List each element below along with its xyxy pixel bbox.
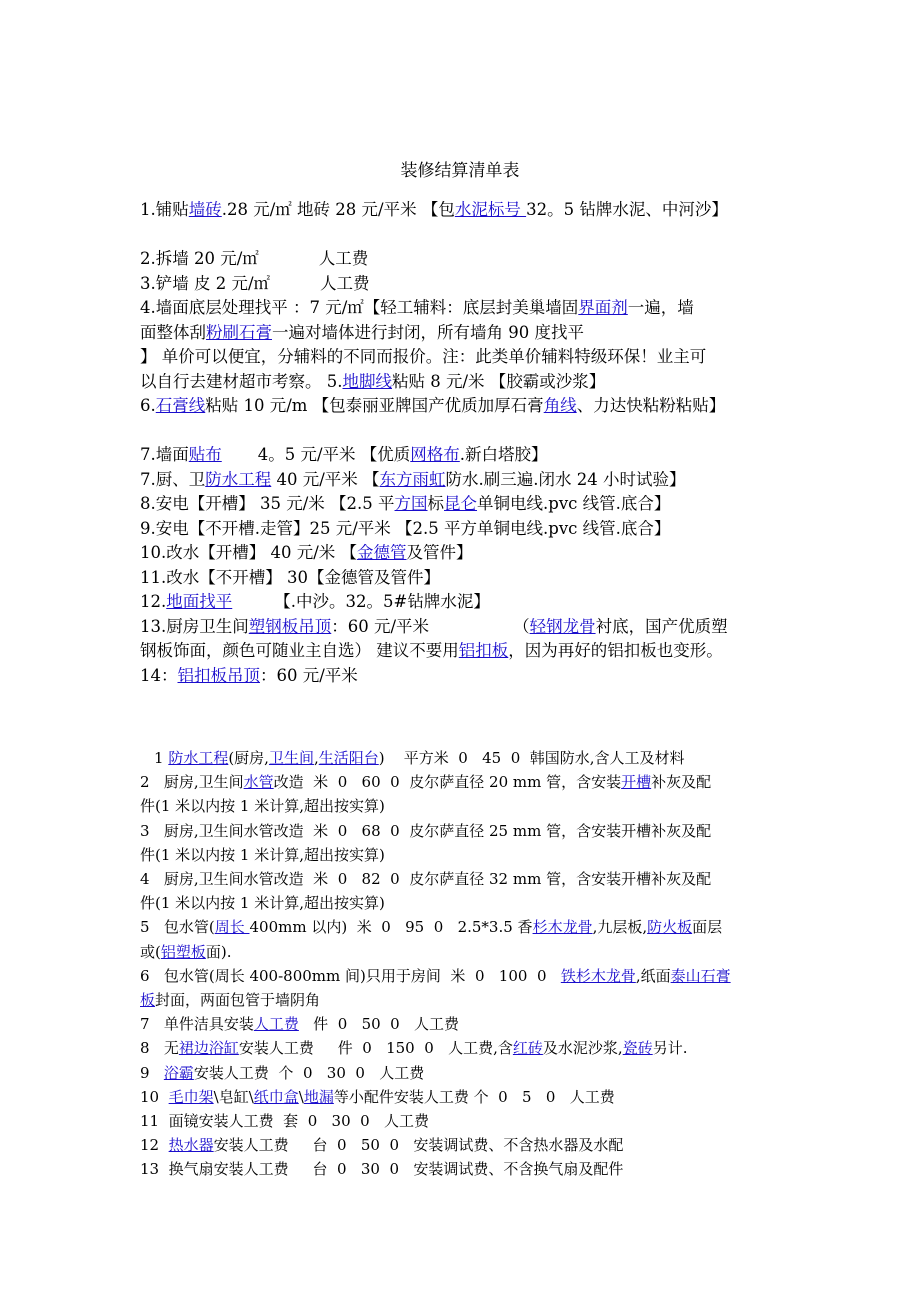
table-row-cont: 件(1 米以内按 1 米计算,超出按实算) xyxy=(140,894,385,913)
item-line-4d: 以自行去建材超市考察。 5.地脚线粘贴 8 元/米 【胶霸或沙浆】 xyxy=(140,371,606,391)
item-line-4a: 4.墙面底层处理找平 ：7 元/㎡【轻工辅料：底层封美巢墙固界面剂一遍，墙 xyxy=(140,298,694,317)
document-title: 装修结算清单表 xyxy=(400,161,520,181)
link-fireproof-board[interactable]: 防火板 xyxy=(647,918,693,937)
link-floor-leveling[interactable]: 地面找平 xyxy=(166,592,233,611)
link-water-heater[interactable]: 热水器 xyxy=(168,1136,214,1155)
item-line-10: 9.安电【不开槽.走管】25 元/平米 【2.5 平方单铜电线.pvc 线管.底合】 xyxy=(140,518,671,538)
table-row: 2 厨房,卫生间水管改造 米 0 60 0 皮尔萨直径 20 mm 管，含安装开槽补灰及配 xyxy=(140,773,712,792)
item-line-2: 2.拆墙 20 元/㎡ 人工费 xyxy=(140,249,369,268)
table-row: 13 换气扇安装人工费 台 0 30 0 安装调试费、不含换气扇及配件 xyxy=(140,1160,624,1179)
item-line-9: 8.安电【开槽】 35 元/米 【2.5 平方国标昆仑单铜电线.pvc 线管.底合】 xyxy=(140,494,671,513)
table-row-cont: 板封面，两面包管于墙阴角 xyxy=(140,991,321,1010)
link-board[interactable]: 板 xyxy=(140,991,156,1010)
table-row: 12 热水器安装人工费 台 0 50 0 安装调试费、不含热水器及水配 xyxy=(140,1136,624,1155)
item-line-8: 7.厨、卫防水工程 40 元/平米 【东方雨虹防水.刷三遍.闭水 24 小时试验】 xyxy=(140,469,686,489)
link-plaster-line[interactable]: 石膏线 xyxy=(155,396,206,415)
item-line-7: 7.墙面贴布 4。5 元/平米 【优质网格布.新白塔胶】 xyxy=(140,445,548,464)
link-jinde-pipe[interactable]: 金德管 xyxy=(357,543,407,562)
link-interface-agent[interactable]: 界面剂 xyxy=(578,298,628,317)
link-light-steel-keel[interactable]: 轻钢龙骨 xyxy=(529,616,596,636)
link-ceramic-tile[interactable]: 瓷砖 xyxy=(622,1039,653,1058)
link-aluminum-ceiling[interactable]: 铝扣板吊顶 xyxy=(177,665,260,685)
item-line-4b: 面整体刮粉刷石膏一遍对墙体进行封闭，所有墙角 90 度找平 xyxy=(140,322,584,342)
link-towel-rack[interactable]: 毛巾架 xyxy=(168,1087,214,1106)
item-line-4c: 】 单价可以便宜，分辅料的不同而报价。注：此类单价辅料特级环保！业主可 xyxy=(140,347,707,366)
link-balcony[interactable]: 生活阳台 xyxy=(318,749,379,767)
link-floor-drain[interactable]: 地漏 xyxy=(303,1087,334,1106)
link-plaster[interactable]: 粉刷石膏 xyxy=(206,322,272,342)
price-list-section xyxy=(140,198,785,688)
table-row: 10 毛巾架\皂缸\纸巾盒\地漏等小配件安装人工费 个 0 5 0 人工费 xyxy=(140,1087,615,1106)
item-line-13: 12.地面找平 【.中沙。32。5#钻牌水泥】 xyxy=(140,592,490,611)
link-plastic-ceiling[interactable]: 塑钢板吊顶 xyxy=(248,616,332,636)
link-bathtub[interactable]: 裙边浴缸 xyxy=(178,1039,239,1058)
item-line-15: 14：铝扣板吊顶：60 元/平米 xyxy=(140,665,358,685)
link-aluminum-panel[interactable]: 铝扣板 xyxy=(458,641,509,660)
link-waterproof[interactable]: 防水工程 xyxy=(205,469,272,489)
item-line-3: 3.铲墙 皮 2 元/㎡ 人工费 xyxy=(140,273,370,293)
link-skirting[interactable]: 地脚线 xyxy=(342,371,392,391)
link-taishan-gypsum[interactable]: 泰山石膏 xyxy=(670,966,731,985)
link-iron-fir-keel[interactable]: 铁杉木龙骨 xyxy=(560,966,636,985)
link-cement-grade[interactable]: 水泥标号 xyxy=(454,200,527,219)
link-bath-heater[interactable]: 浴霸 xyxy=(163,1063,194,1082)
item-line-14b: 钢板饰面，颜色可随业主自选） 建议不要用铝扣板，因为再好的铝扣板也变形。 xyxy=(140,641,723,660)
table-row: 1 防水工程(厨房,卫生间,生活阳台) 平方米 0 45 0 韩国防水,含人工及材料 xyxy=(154,749,685,767)
link-labor-cost[interactable]: 人工费 xyxy=(253,1015,299,1034)
table-row: 3 厨房,卫生间水管改造 米 0 68 0 皮尔萨直径 25 mm 管，含安装开槽补灰及配 xyxy=(140,821,712,840)
link-perimeter[interactable]: 周长 xyxy=(214,918,250,937)
table-row: 4 厨房,卫生间水管改造 米 0 82 0 皮尔萨直径 32 mm 管，含安装开槽补灰及配 xyxy=(140,870,712,889)
link-aluminum-plastic-board[interactable]: 铝塑板 xyxy=(160,942,206,961)
item-line-14a: 13.厨房卫生间塑钢板吊顶：60 元/平米 （轻钢龙骨衬底，国产优质塑 xyxy=(140,616,728,636)
link-oriental-yuhong[interactable]: 东方雨虹 xyxy=(379,469,446,489)
link-corner-line[interactable]: 角线 xyxy=(543,396,577,415)
table-row: 9 浴霸安装人工费 个 0 30 0 人工费 xyxy=(140,1063,425,1082)
item-line-1: 1.铺贴墙砖.28 元/㎡ 地砖 28 元/平米 【包水泥标号 32。5 钻牌水泥、中河沙】 xyxy=(140,200,728,219)
item-line-6: 6.石膏线粘贴 10 元/m 【包泰丽亚牌国产优质加厚石膏角线、力达快粘粉粘贴】 xyxy=(140,396,726,415)
link-bathroom[interactable]: 卫生间 xyxy=(268,749,314,767)
table-row: 6 包水管(周长 400-800mm 间)只用于房间 米 0 100 0 铁杉木龙骨,纸面泰山石膏 xyxy=(140,966,731,985)
table-row: 11 面镜安装人工费 套 0 30 0 人工费 xyxy=(140,1112,430,1131)
table-row-cont: 件(1 米以内按 1 米计算,超出按实算) xyxy=(140,845,385,864)
link-water-pipe[interactable]: 水管 xyxy=(243,773,274,792)
item-line-12: 11.改水【不开槽】 30【金德管及管件】 xyxy=(140,567,440,587)
table-row-cont: 或(铝塑板面). xyxy=(140,942,232,961)
link-tissue-box[interactable]: 纸巾盒 xyxy=(253,1087,299,1106)
link-fir-keel[interactable]: 杉木龙骨 xyxy=(532,918,593,937)
link-grooving[interactable]: 开槽 xyxy=(621,773,652,792)
table-row: 8 无裙边浴缸安装人工费 件 0 150 0 人工费,含红砖及水泥沙浆,瓷砖另计. xyxy=(140,1039,688,1058)
link-wall-tile[interactable]: 墙砖 xyxy=(188,200,222,219)
link-national-standard[interactable]: 方国 xyxy=(394,494,428,513)
link-wall-cloth[interactable]: 贴布 xyxy=(188,445,222,464)
table-row: 5 包水管(周长 400mm 以内) 米 0 95 0 2.5*3.5 香杉木龙骨,九层板,防火板面层 xyxy=(140,918,723,937)
table-row: 7 单件洁具安装人工费 件 0 50 0 人工费 xyxy=(140,1015,460,1034)
link-kunlun[interactable]: 昆仑 xyxy=(444,494,478,513)
link-mesh-cloth[interactable]: 网格布 xyxy=(410,445,460,464)
link-waterproof-project[interactable]: 防水工程 xyxy=(168,749,229,767)
link-red-brick[interactable]: 红砖 xyxy=(512,1039,543,1058)
item-line-11: 10.改水【开槽】 40 元/米 【金德管及管件】 xyxy=(140,543,473,562)
table-row-cont: 件(1 米以内按 1 米计算,超出按实算) xyxy=(140,797,385,816)
detail-price-table xyxy=(140,746,790,1182)
